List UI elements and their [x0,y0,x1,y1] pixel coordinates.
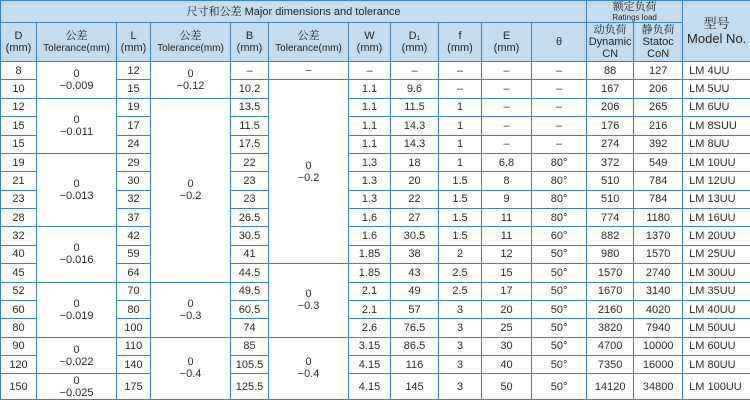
dynamic-load-cell: 2160 [587,300,634,318]
f-cell: 2.5 [439,282,482,300]
static-load-cell: 3140 [634,282,683,300]
theta-cell: 50° [532,300,587,318]
l-cell: 32 [117,190,151,208]
d-cell: 45 [1,264,37,282]
b-tolerance-cell: 0 −0.3 [269,264,349,338]
b-cell: 30.5 [231,227,269,245]
theta-cell: – [532,117,587,135]
d-cell: 19 [1,153,37,171]
f-cell: 1 [439,117,482,135]
d1-cell: 38 [391,245,439,263]
dynamic-load-cell: 510 [587,190,634,208]
static-load-cell: 34800 [634,374,683,400]
e-cell: 12 [482,245,532,263]
d-cell: 52 [1,282,37,300]
model-cell: LM 8SUU [683,117,750,135]
d-cell: 120 [1,356,37,374]
model-cell: LM 12UU [683,172,750,190]
d-header: D (mm) [1,23,37,62]
b-cell: 10.2 [231,80,269,98]
static-load-cell: 4020 [634,300,683,318]
f-cell: 2.5 [439,264,482,282]
d1-cell: 49 [391,282,439,300]
d-cell: 15 [1,135,37,153]
theta-cell: 60° [532,227,587,245]
d-tolerance-header: 公差 Tolerance(mm) [37,23,117,62]
d1-cell: 27 [391,209,439,227]
b-cell: 13.5 [231,98,269,116]
f-cell: 1.5 [439,227,482,245]
w-cell: 1.1 [349,135,391,153]
d-cell: 12 [1,98,37,116]
d1-cell: 30.5 [391,227,439,245]
w-header: W (mm) [349,23,391,62]
d1-cell: 9.6 [391,80,439,98]
static-load-cell: 392 [634,135,683,153]
d1-cell: – [391,62,439,80]
b-tolerance-header: 公差 Tolerance(mm) [269,23,349,62]
e-cell: 17 [482,282,532,300]
e-cell: 8 [482,172,532,190]
model-cell: LM 50UU [683,319,750,337]
l-cell: 19 [117,98,151,116]
l-cell: 110 [117,337,151,355]
theta-cell: 80° [532,153,587,171]
d1-header: D₁ (mm) [391,23,439,62]
dynamic-load-cell: 3820 [587,319,634,337]
w-cell: 1.1 [349,80,391,98]
f-cell: 3 [439,356,482,374]
static-load-cell: 10000 [634,337,683,355]
l-cell: 15 [117,80,151,98]
dynamic-load-cell: 1670 [587,282,634,300]
b-tolerance-cell: − [269,62,349,80]
dynamic-load-cell: 274 [587,135,634,153]
static-load-cell: 1570 [634,245,683,263]
table-row [1,98,750,116]
d1-cell: 14.3 [391,117,439,135]
d-tolerance-cell: 0 −0.009 [37,62,117,99]
l-cell: 12 [117,62,151,80]
f-cell: 1 [439,153,482,171]
l-cell: 29 [117,153,151,171]
w-cell: 3.15 [349,337,391,355]
static-load-cell: 549 [634,153,683,171]
model-cell: LM 20UU [683,227,750,245]
theta-header: θ [532,23,587,62]
theta-cell: 50° [532,356,587,374]
model-cell: LM 10UU [683,153,750,171]
l-cell: 80 [117,300,151,318]
w-cell: 1.3 [349,190,391,208]
w-cell: 4.15 [349,356,391,374]
model-cell: LM 35UU [683,282,750,300]
b-cell: 22 [231,153,269,171]
b-cell: 49.5 [231,282,269,300]
e-cell: 20 [482,300,532,318]
l-cell: 24 [117,135,151,153]
b-cell: 44.5 [231,264,269,282]
model-cell: LM 4UU [683,62,750,80]
model-cell: LM 25UU [683,245,750,263]
dynamic-load-cell: 176 [587,117,634,135]
e-cell: 9 [482,190,532,208]
d1-cell: 22 [391,190,439,208]
static-load-cell: 265 [634,98,683,116]
l-cell: 30 [117,172,151,190]
w-cell: 1.85 [349,245,391,263]
theta-cell: 80° [532,172,587,190]
w-cell: 2.1 [349,282,391,300]
theta-cell: – [532,135,587,153]
d-cell: 32 [1,227,37,245]
d1-cell: 18 [391,153,439,171]
dynamic-load-cell: 167 [587,80,634,98]
f-cell: 2 [439,245,482,263]
theta-cell: 50° [532,245,587,263]
f-cell: – [439,62,482,80]
b-cell: 125.5 [231,374,269,400]
d-tolerance-cell: 0 −0.016 [37,227,117,282]
static-load-cell: 216 [634,117,683,135]
f-cell: 3 [439,300,482,318]
b-cell: 74 [231,319,269,337]
d-cell: 150 [1,374,37,400]
e-cell: 11 [482,227,532,245]
dynamic-load-cell: 882 [587,227,634,245]
static-load-cell: 1180 [634,209,683,227]
e-cell: – [482,117,532,135]
d-tolerance-cell: 0 −0.011 [37,98,117,153]
b-cell: 11.5 [231,117,269,135]
ratings-load-header: 额定负荷 Ratings load [587,1,683,23]
dynamic-load-cell: 88 [587,62,634,80]
w-cell: 1.6 [349,227,391,245]
w-cell: 2.6 [349,319,391,337]
theta-cell: 80° [532,190,587,208]
d-tolerance-cell: 0 −0.019 [37,282,117,337]
dynamic-load-cell: 7350 [587,356,634,374]
d-cell: 28 [1,209,37,227]
l-tolerance-cell: 0 −0.2 [151,98,231,282]
dynamic-load-cell: 510 [587,172,634,190]
theta-cell: 80° [532,209,587,227]
w-cell: 1.1 [349,117,391,135]
theta-cell: 50° [532,264,587,282]
theta-cell: – [532,62,587,80]
w-cell: 2.1 [349,300,391,318]
e-cell: 50 [482,374,532,400]
e-cell: 11 [482,209,532,227]
theta-cell: 50° [532,319,587,337]
b-cell: 26.5 [231,209,269,227]
d1-cell: 14.3 [391,135,439,153]
theta-cell: 50° [532,282,587,300]
model-cell: LM 16UU [683,209,750,227]
theta-cell: – [532,98,587,116]
model-cell: LM 60UU [683,337,750,355]
l-cell: 100 [117,319,151,337]
e-cell: 25 [482,319,532,337]
table-row [1,62,750,80]
theta-cell: – [532,80,587,98]
dynamic-load-cell: 4700 [587,337,634,355]
theta-cell: 50° [532,374,587,400]
l-cell: 64 [117,264,151,282]
static-load-cell: 1370 [634,227,683,245]
b-cell: 41 [231,245,269,263]
f-cell: – [439,80,482,98]
e-cell: 15 [482,264,532,282]
table-row [1,227,750,245]
b-cell: 17.5 [231,135,269,153]
d1-cell: 116 [391,356,439,374]
d-cell: 15 [1,117,37,135]
static-load-header: 静负荷 Statoc CoN [634,23,683,62]
l-tolerance-header: 公差 Tolerance(mm) [151,23,231,62]
f-cell: 3 [439,337,482,355]
static-load-cell: 16000 [634,356,683,374]
d1-cell: 43 [391,264,439,282]
d1-cell: 57 [391,300,439,318]
w-cell: 1.3 [349,172,391,190]
l-cell: 70 [117,282,151,300]
model-cell: LM 5UU [683,80,750,98]
d-cell: 80 [1,319,37,337]
l-cell: 175 [117,374,151,400]
w-cell: – [349,62,391,80]
d1-cell: 11.5 [391,98,439,116]
f-cell: 3 [439,374,482,400]
theta-cell: 50° [532,337,587,355]
w-cell: 1.1 [349,98,391,116]
d1-cell: 76.5 [391,319,439,337]
table-row [1,337,750,355]
table-row [1,374,750,400]
e-cell: – [482,80,532,98]
d1-cell: 145 [391,374,439,400]
static-load-cell: 784 [634,172,683,190]
table-row [1,153,750,171]
d-cell: 60 [1,300,37,318]
dynamic-load-cell: 206 [587,98,634,116]
d-cell: 21 [1,172,37,190]
d-cell: 40 [1,245,37,263]
dynamic-load-cell: 1570 [587,264,634,282]
d-cell: 23 [1,190,37,208]
dynamic-load-cell: 14120 [587,374,634,400]
e-cell: 40 [482,356,532,374]
l-cell: 37 [117,209,151,227]
f-cell: 1.5 [439,172,482,190]
l-tolerance-cell: 0 −0.3 [151,282,231,337]
d1-cell: 20 [391,172,439,190]
w-cell: 1.3 [349,153,391,171]
d-tolerance-cell: 0 −0.013 [37,153,117,227]
model-cell: LM 8UU [683,135,750,153]
f-header: f (mm) [439,23,482,62]
l-header: L (mm) [117,23,151,62]
w-cell: 1.85 [349,264,391,282]
b-cell: 60.5 [231,300,269,318]
f-cell: 1.5 [439,190,482,208]
l-cell: 140 [117,356,151,374]
l-cell: 17 [117,117,151,135]
static-load-cell: 127 [634,62,683,80]
model-cell: LM 100UU [683,374,750,400]
static-load-cell: 206 [634,80,683,98]
l-tolerance-cell: 0 −0.12 [151,62,231,99]
f-cell: 1.5 [439,209,482,227]
model-cell: LM 6UU [683,98,750,116]
b-cell: – [231,62,269,80]
dynamic-load-header: 动负荷 Dynamic CN [587,23,634,62]
b-cell: 23 [231,190,269,208]
model-cell: LM 30UU [683,264,750,282]
l-cell: 42 [117,227,151,245]
b-tolerance-cell: 0 −0.4 [269,337,349,399]
e-cell: – [482,62,532,80]
major-dimensions-header: 尺寸和公差 Major dimensions and tolerance [1,1,587,23]
e-cell: 30 [482,337,532,355]
b-cell: 105.5 [231,356,269,374]
static-load-cell: 2740 [634,264,683,282]
table-row [1,282,750,300]
d-tolerance-cell: 0 −0.022 [37,337,117,374]
d-cell: 8 [1,62,37,80]
model-cell: LM 13UU [683,190,750,208]
static-load-cell: 7940 [634,319,683,337]
d1-cell: 86.5 [391,337,439,355]
f-cell: 1 [439,98,482,116]
model-cell: LM 80UU [683,356,750,374]
e-cell: – [482,98,532,116]
b-header: B (mm) [231,23,269,62]
model-cell: LM 40UU [683,300,750,318]
b-cell: 23 [231,172,269,190]
dynamic-load-cell: 980 [587,245,634,263]
model-header: 型号 Model No. [683,1,750,62]
l-cell: 59 [117,245,151,263]
l-tolerance-cell: 0 −0.4 [151,337,231,399]
b-cell: 85 [231,337,269,355]
d-tolerance-cell: 0 −0.025 [37,374,117,400]
f-cell: 1 [439,135,482,153]
f-cell: 3 [439,319,482,337]
w-cell: 1.6 [349,209,391,227]
e-header: E (mm) [482,23,532,62]
w-cell: 4.15 [349,374,391,400]
dynamic-load-cell: 774 [587,209,634,227]
b-tolerance-cell: 0 −0.2 [269,80,349,264]
static-load-cell: 784 [634,190,683,208]
e-cell: 6.8 [482,153,532,171]
d-cell: 10 [1,80,37,98]
e-cell: – [482,135,532,153]
d-cell: 90 [1,337,37,355]
dynamic-load-cell: 372 [587,153,634,171]
